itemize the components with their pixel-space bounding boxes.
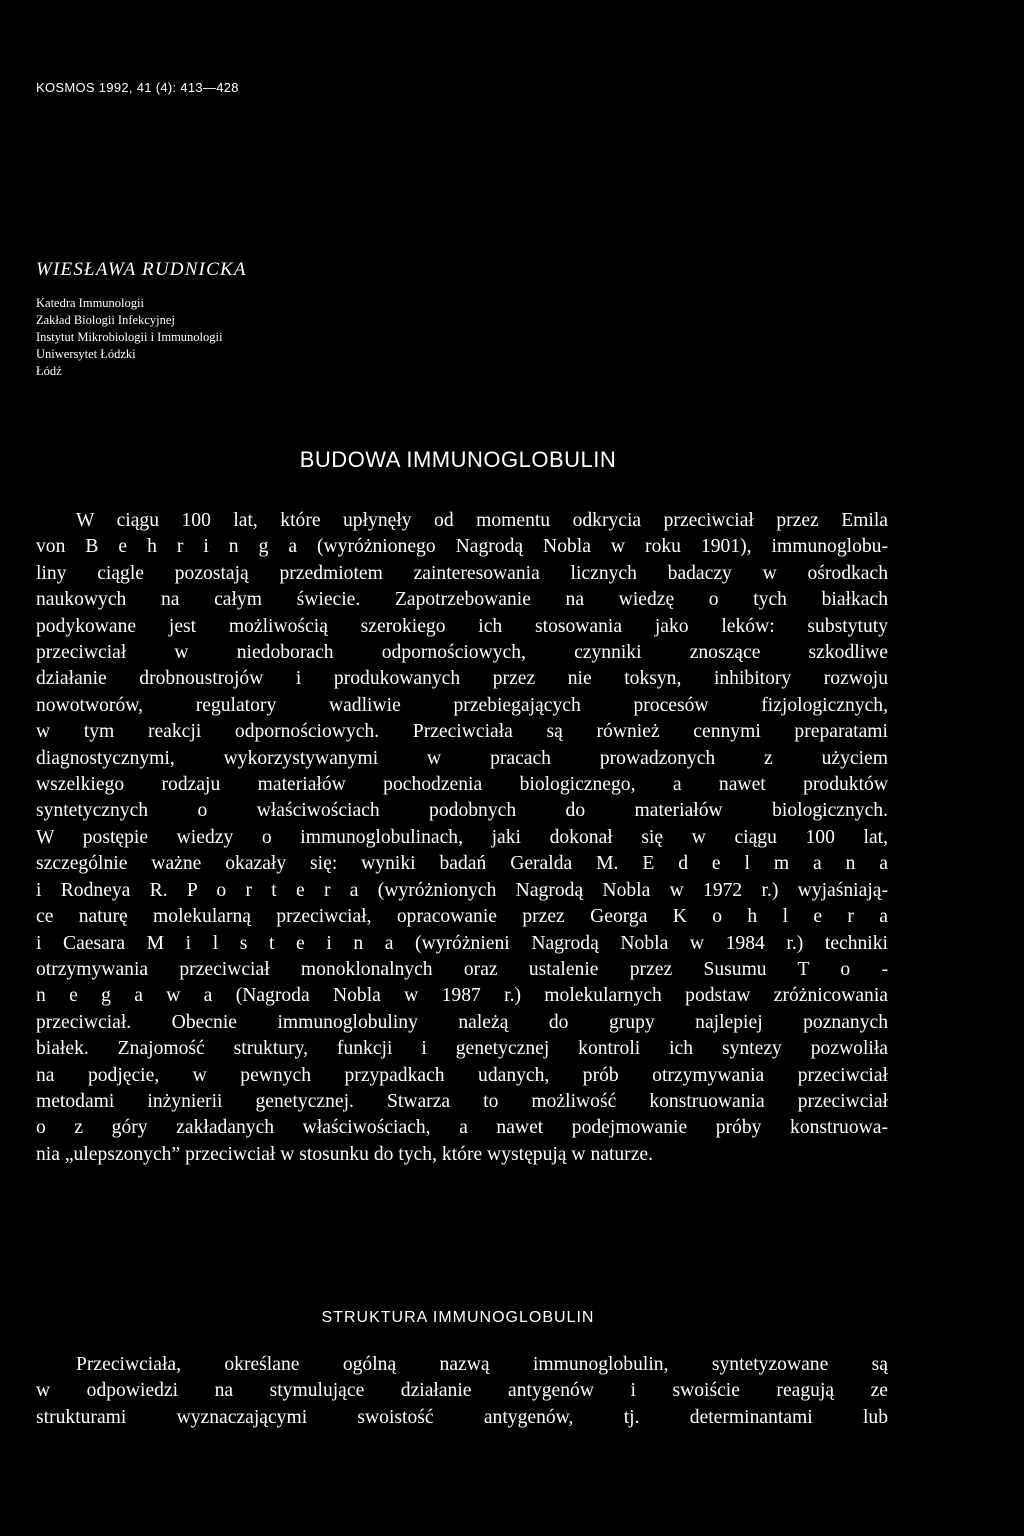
author-affiliation (36, 295, 222, 380)
text-line: wszelkiego rodzaju materiałów pochodzenia biologicznego, a nawet produktów (36, 774, 888, 796)
text-line: nia „ulepszonych” przeciwciał w stosunku do tych, które występują w naturze. (36, 1143, 654, 1165)
text-line: o z góry zakładanych właściwościach, a nawet podejmowanie próby konstruowa- (36, 1117, 888, 1139)
paragraph-intro (36, 508, 888, 1168)
text-line: strukturami wyznaczającymi swoistość antygenów, tj. determinantami lub (36, 1406, 888, 1428)
text-line: podykowane jest możliwością szerokiego ich stosowania jako leków: substytuty (36, 615, 888, 637)
text-line: diagnostycznymi, wykorzystywanymi w pracach prowadzonych z użyciem (36, 747, 888, 769)
text-line: na podjęcie, w pewnych przypadkach udanych, prób otrzymywania przeciwciał (36, 1064, 888, 1086)
text-line: przeciwciał. Obecnie immunoglobuliny należą do grupy najlepiej poznanych (36, 1011, 888, 1033)
text-line: von B e h r i n g a (wyróżnionego Nagrodą Nobla w roku 1901), immunoglobu- (36, 536, 888, 558)
text-line: w tym reakcji odpornościowych. Przeciwciała są również cennymi preparatami (36, 721, 888, 743)
paragraph-structure (36, 1352, 888, 1431)
text-line: Przeciwciała, określane ogólną nazwą immunoglobulin, syntetyzowane są (76, 1354, 888, 1375)
text-line: nowotworów, regulatory wadliwie przebiegających procesów fizjologicznych, (36, 694, 888, 716)
text-line: szczególnie ważne okazały się: wyniki badań Geralda M. E d e l m a n a (36, 853, 888, 875)
text-line: i Rodneya R. P o r t e r a (wyróżnionych Nagrodą Nobla w 1972 r.) wyjaśniają- (36, 879, 888, 901)
affiliation-line: Łódź (36, 364, 62, 378)
affiliation-line: Zakład Biologii Infekcyjnej (36, 313, 175, 327)
text-line: białek. Znajomość struktury, funkcji i genetycznej kontroli ich syntezy pozwoliła (36, 1038, 888, 1060)
journal-reference: KOSMOS 1992, 41 (4): 413—428 (36, 80, 239, 95)
text-line: i Caesara M i l s t e i n a (wyróżnieni Nagrodą Nobla w 1984 r.) techniki (36, 932, 888, 954)
affiliation-line: Katedra Immunologii (36, 296, 144, 310)
text-line: metodami inżynierii genetycznej. Stwarza to możliwość konstruowania przeciwciał (36, 1090, 888, 1112)
affiliation-line: Uniwersytet Łódzki (36, 347, 136, 361)
text-line: n e g a w a (Nagroda Nobla w 1987 r.) molekularnych podstaw zróżnicowania (36, 985, 888, 1007)
text-line: w odpowiedzi na stymulujące działanie antygenów i swoiście reagują ze (36, 1380, 888, 1402)
text-line: W ciągu 100 lat, które upłynęły od momentu odkrycia przeciwciał przez Emila (76, 510, 888, 531)
section-heading: STRUKTURA IMMUNOGLOBULIN (321, 1309, 595, 1326)
text-line: otrzymywania przeciwciał monoklonalnych oraz ustalenie przez Susumu T o - (36, 958, 888, 980)
author-name: WIESŁAWA RUDNICKA (36, 259, 247, 280)
affiliation-line: Instytut Mikrobiologii i Immunologii (36, 330, 223, 344)
text-line: naukowych na całym świecie. Zapotrzebowanie na wiedzę o tych białkach (36, 589, 888, 611)
text-line: ce naturę molekularną przeciwciał, opracowanie przez Georga K o h l e r a (36, 906, 888, 928)
article-title: BUDOWA IMMUNOGLOBULIN (299, 447, 617, 472)
text-line: liny ciągle pozostają przedmiotem zainteresowania licznych badaczy w ośrodkach (36, 562, 888, 584)
text-line: W postępie wiedzy o immunoglobulinach, jaki dokonał się w ciągu 100 lat, (36, 826, 888, 848)
text-line: przeciwciał w niedoborach odpornościowych, czynniki znoszące szkodliwe (36, 642, 888, 664)
text-line: syntetycznych o właściwościach podobnych do materiałów biologicznych. (36, 800, 888, 822)
text-line: działanie drobnoustrojów i produkowanych przez nie toksyn, inhibitory rozwoju (36, 668, 888, 690)
